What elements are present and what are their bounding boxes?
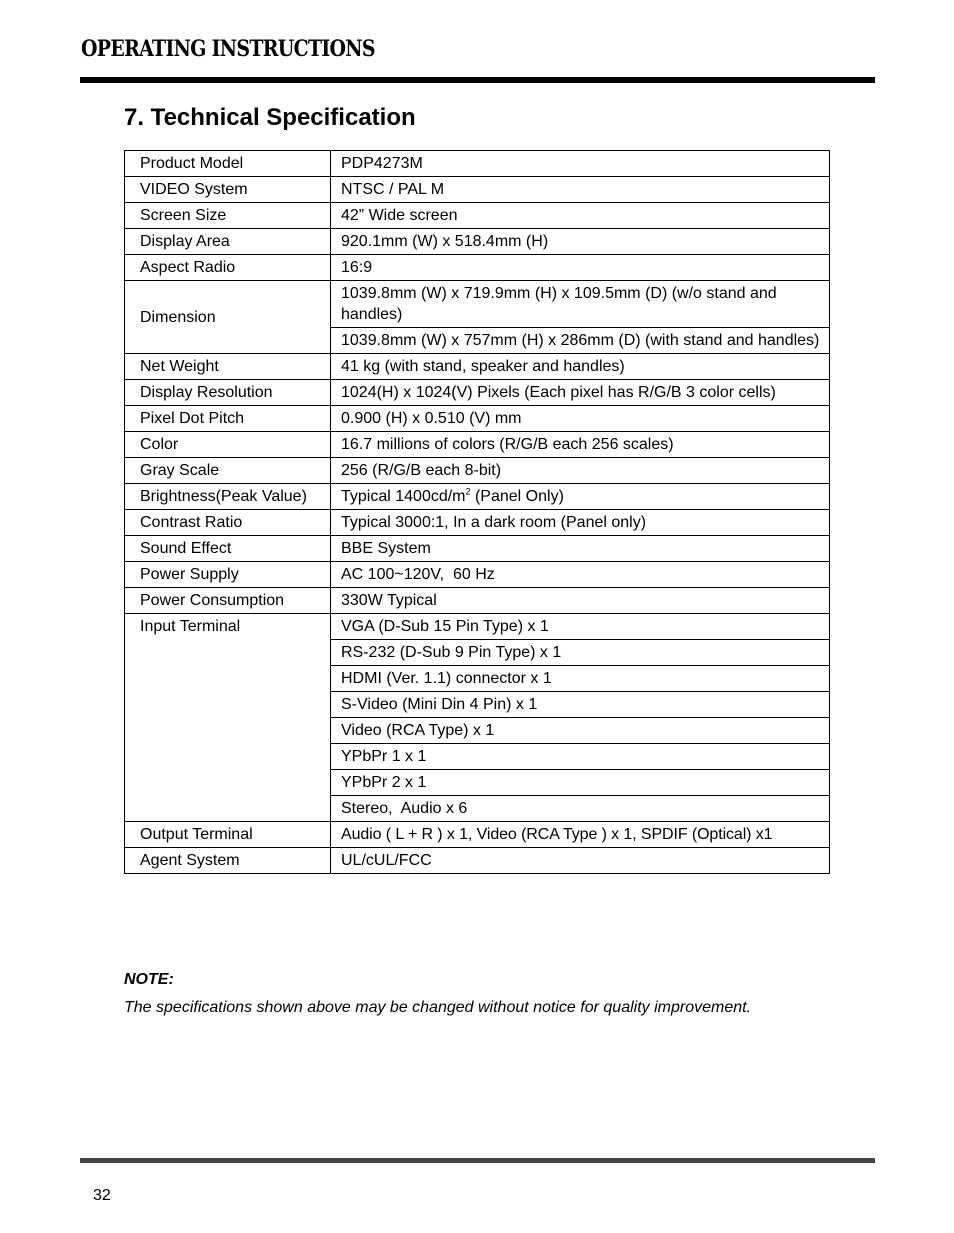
- header-rule: [80, 77, 875, 83]
- spec-label: VIDEO System: [125, 177, 331, 203]
- spec-value: [331, 484, 830, 510]
- spec-value: NTSC / PAL M: [331, 177, 830, 203]
- brightness-value-prefix: Typical 1400cd/m: [341, 488, 466, 505]
- spec-row-display-resolution: [125, 380, 830, 406]
- spec-label: Pixel Dot Pitch: [125, 406, 331, 432]
- page-number: 32: [93, 1187, 111, 1204]
- spec-value: AC 100~120V, 60 Hz: [331, 562, 830, 588]
- spec-value: RS-232 (D-Sub 9 Pin Type) x 1: [331, 640, 830, 666]
- spec-row-input-terminal: [125, 614, 830, 640]
- spec-row-net-weight: [125, 354, 830, 380]
- brightness-value-sup: 2: [465, 486, 471, 497]
- spec-row-aspect-radio: [125, 255, 830, 281]
- spec-label: Input Terminal: [125, 614, 331, 822]
- spec-value: BBE System: [331, 536, 830, 562]
- spec-row-color: [125, 432, 830, 458]
- spec-value: Audio ( L + R ) x 1, Video (RCA Type ) x 1, SPDIF (Optical) x1: [331, 822, 830, 848]
- spec-value: S-Video (Mini Din 4 Pin) x 1: [331, 692, 830, 718]
- spec-value: VGA (D-Sub 15 Pin Type) x 1: [331, 614, 830, 640]
- spec-row-contrast-ratio: [125, 510, 830, 536]
- spec-value: YPbPr 1 x 1: [331, 744, 830, 770]
- header-title: OPERATING INSTRUCTIONS: [81, 36, 375, 62]
- spec-value: YPbPr 2 x 1: [331, 770, 830, 796]
- spec-label: Product Model: [125, 151, 331, 177]
- spec-value: Typical 3000:1, In a dark room (Panel only): [331, 510, 830, 536]
- spec-label: Brightness(Peak Value): [125, 484, 331, 510]
- spec-value: Stereo, Audio x 6: [331, 796, 830, 822]
- spec-label: Agent System: [125, 848, 331, 874]
- spec-value: 330W Typical: [331, 588, 830, 614]
- spec-row-screen-size: [125, 203, 830, 229]
- spec-label: Dimension: [125, 281, 331, 354]
- spec-row-output-terminal: [125, 822, 830, 848]
- spec-value: 1039.8mm (W) x 757mm (H) x 286mm (D) (with stand and handles): [331, 328, 830, 354]
- spec-row-product-model: [125, 151, 830, 177]
- spec-value: 256 (R/G/B each 8-bit): [331, 458, 830, 484]
- spec-label: Display Area: [125, 229, 331, 255]
- brightness-value-suffix: (Panel Only): [470, 488, 564, 505]
- spec-value: 16.7 millions of colors (R/G/B each 256 scales): [331, 432, 830, 458]
- spec-value: 42” Wide screen: [331, 203, 830, 229]
- spec-row-power-supply: [125, 562, 830, 588]
- spec-label: Output Terminal: [125, 822, 331, 848]
- spec-row-brightness: [125, 484, 830, 510]
- spec-label: Aspect Radio: [125, 255, 331, 281]
- spec-row-dimension: [125, 281, 830, 328]
- spec-value: 16:9: [331, 255, 830, 281]
- spec-label: Power Supply: [125, 562, 331, 588]
- spec-value: UL/cUL/FCC: [331, 848, 830, 874]
- section-title: 7. Technical Specification: [124, 104, 416, 131]
- spec-value: 1024(H) x 1024(V) Pixels (Each pixel has R/G/B 3 color cells): [331, 380, 830, 406]
- spec-row-agent-system: [125, 848, 830, 874]
- spec-label: Screen Size: [125, 203, 331, 229]
- spec-label: Contrast Ratio: [125, 510, 331, 536]
- spec-label: Display Resolution: [125, 380, 331, 406]
- note-text: The specifications shown above may be changed without notice for quality improvement.: [124, 999, 752, 1016]
- note-label: NOTE:: [124, 971, 174, 988]
- spec-row-display-area: [125, 229, 830, 255]
- spec-row-sound-effect: [125, 536, 830, 562]
- spec-label: Gray Scale: [125, 458, 331, 484]
- spec-value: 1039.8mm (W) x 719.9mm (H) x 109.5mm (D) (w/o stand and handles): [331, 281, 830, 328]
- spec-table: [124, 150, 830, 874]
- spec-row-video-system: [125, 177, 830, 203]
- spec-row-power-consumption: [125, 588, 830, 614]
- spec-value: HDMI (Ver. 1.1) connector x 1: [331, 666, 830, 692]
- spec-value: 920.1mm (W) x 518.4mm (H): [331, 229, 830, 255]
- footer-rule: [80, 1158, 875, 1163]
- spec-label: Sound Effect: [125, 536, 331, 562]
- spec-value: Video (RCA Type) x 1: [331, 718, 830, 744]
- spec-label: Net Weight: [125, 354, 331, 380]
- spec-value: 41 kg (with stand, speaker and handles): [331, 354, 830, 380]
- spec-value: 0.900 (H) x 0.510 (V) mm: [331, 406, 830, 432]
- spec-value: PDP4273M: [331, 151, 830, 177]
- spec-row-pixel-dot-pitch: [125, 406, 830, 432]
- spec-label: Color: [125, 432, 331, 458]
- spec-label: Power Consumption: [125, 588, 331, 614]
- spec-row-gray-scale: [125, 458, 830, 484]
